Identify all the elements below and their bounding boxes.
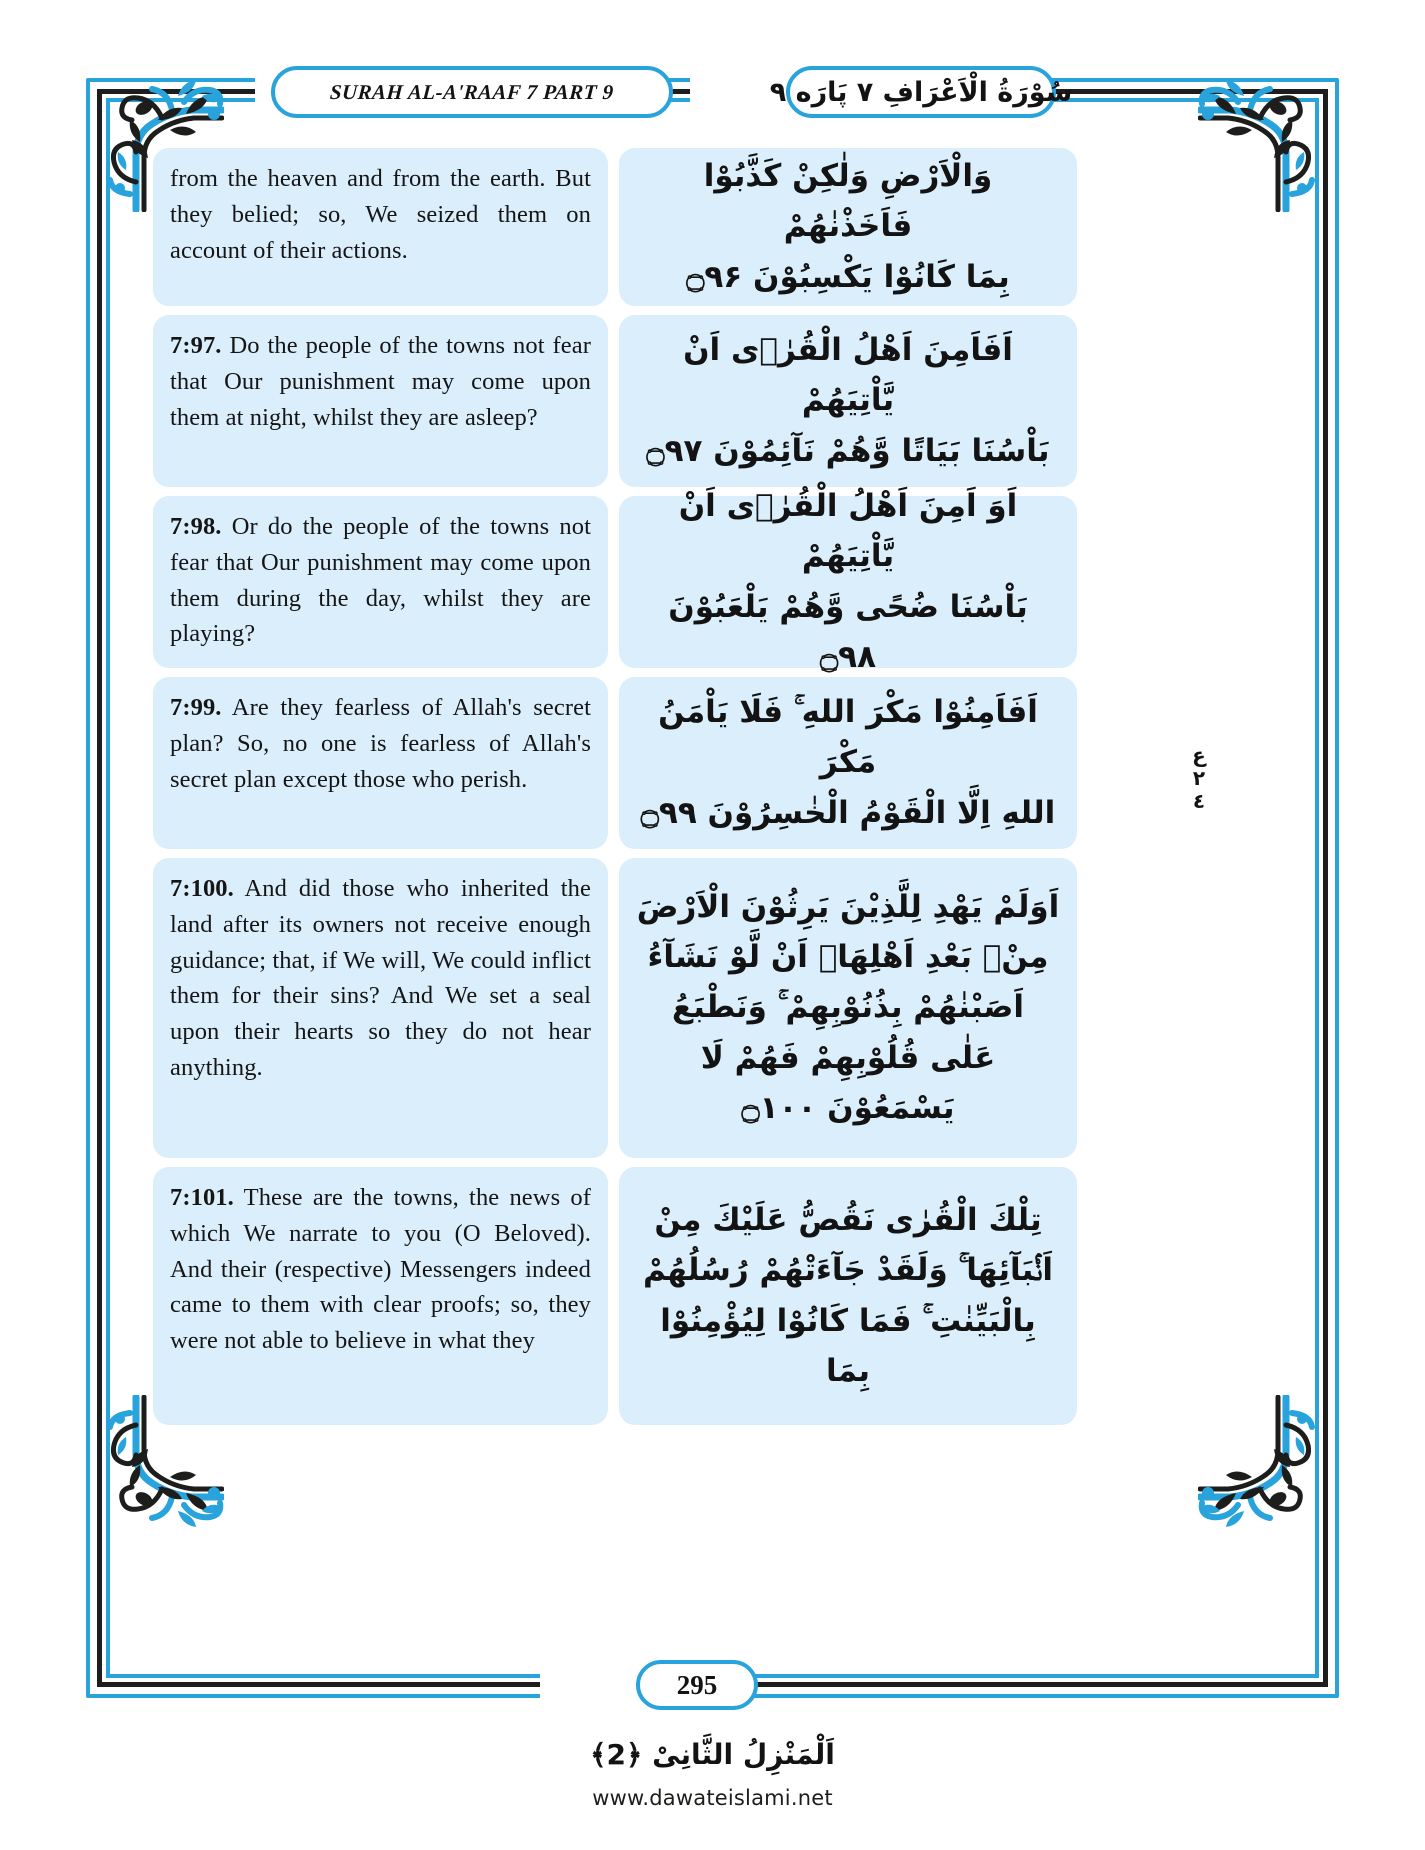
verse-number: 7:98. (170, 513, 222, 540)
arabic-line: بَاْسُنَا ضُحًى وَّهُمْ يَلْعَبُوْنَ ۝۹۸ (668, 588, 1028, 675)
arabic-line: اَفَاَمِنَ اَهْلُ الْقُرٰۤى اَنْ يَّاْتِيَهُمْ (683, 332, 1013, 419)
verse-translation-text: Do the people of the towns not fear that Our punishment may come upon them at night, whilst they are asleep? (170, 332, 591, 431)
ruku-marker (1182, 744, 1216, 814)
page-header (106, 66, 1319, 128)
verse-columns (153, 148, 1275, 1438)
arabic-line: بَاْسُنَا بَيَاتًا وَّهُمْ نَآئِمُوْنَ ۝۹۷ (646, 432, 1050, 469)
verse-translation-text: from the heaven and from the earth. But they belied; so, We seized them on account of their actions. (170, 165, 591, 264)
verse-translation-text: Or do the people of the towns not fear that Our punishment may come upon them during the day, whilst they are playing? (170, 513, 591, 648)
header-surah-capsule-right (769, 66, 1073, 118)
arabic-line: اَنْۢبَآئِهَا ۚ وَلَقَدْ جَآءَتْهُمْ رُسُلُهُمْ (643, 1252, 1053, 1289)
page-number-capsule (636, 1660, 758, 1710)
header-surah-title-english: SURAH AL-A'RAAF 7 PART 9 (329, 79, 615, 104)
page-footer (106, 1660, 1319, 1720)
arabic-line: تِلْكَ الْقُرٰى نَقُصُّ عَلَيْكَ مِنْ (654, 1202, 1042, 1239)
arabic-line: اَصَبْنٰهُمْ بِذُنُوْبِهِمْ ۚ وَنَطْبَعُ (672, 989, 1024, 1026)
arabic-line: اللهِ اِلَّا الْقَوْمُ الْخٰسِرُوْنَ ۝۹۹ (640, 794, 1056, 831)
page-number: 295 (676, 1669, 718, 1700)
translation-block (153, 1167, 608, 1425)
arabic-line: عَلٰى قُلُوْبِهِمْ فَهُمْ لَا يَسْمَعُوْنَ ۝۱۰۰ (700, 1039, 996, 1126)
website-url[interactable]: www.dawateislami.net (592, 1786, 833, 1810)
arabic-line: اَوَ اَمِنَ اَهْلُ الْقُرٰۤى اَنْ يَّاْتِيَهُمْ (678, 488, 1018, 575)
arabic-column (619, 148, 1077, 1438)
arabic-line: اَوَلَمْ يَهْدِ لِلَّذِيْنَ يَرِثُوْنَ الْاَرْضَ (636, 888, 1060, 925)
header-surah-title-arabic: سُوْرَةُ الْاَعْرَافِ ٧ پَارَه ٩ (769, 76, 1073, 108)
ruku-marker-count: ٢ (1192, 766, 1206, 791)
arabic-block (619, 488, 1077, 675)
arabic-block (619, 858, 1077, 1158)
arabic-block (619, 315, 1077, 487)
arabic-line: بِمَا كَانُوْا يَكْسِبُوْنَ ۝۹۶ (686, 258, 1010, 295)
translation-block (153, 148, 608, 306)
arabic-block (619, 148, 1077, 306)
arabic-line: اَفَاَمِنُوْا مَكْرَ اللهِ ۚ فَلَا يَاْمَنُ مَكْرَ (658, 694, 1038, 781)
translation-column (153, 148, 608, 1438)
arabic-line: بِالْبَيِّنٰتِ ۚ فَمَا كَانُوْا لِيُؤْمِنُوْا بِمَا (660, 1302, 1036, 1389)
arabic-line: مِنْۢ بَعْدِ اَهْلِهَاۤ اَنْ لَّوْ نَشَآءُ (647, 939, 1049, 976)
translation-block (153, 315, 608, 487)
verse-number: 7:100. (170, 875, 234, 902)
translation-block (153, 496, 608, 668)
ruku-marker-verses: ٤ (1192, 789, 1206, 814)
verse-number: 7:97. (170, 332, 222, 359)
arabic-line: وَالْاَرْضِ وَلٰكِنْ كَذَّبُوْا فَاَخَذْنٰهُمْ (703, 158, 993, 245)
verse-number: 7:99. (170, 694, 222, 721)
verse-translation-text: These are the towns, the news of which We narrate to you (O Beloved). And their (respective) Messengers indeed came to them with clear proofs; so, they were not able to believe in what they (170, 1184, 591, 1355)
arabic-block (619, 1167, 1077, 1425)
arabic-block (619, 677, 1077, 849)
verse-number: 7:101. (170, 1184, 234, 1211)
ruku-marker-symbol: ع (1192, 743, 1206, 767)
translation-block (153, 858, 608, 1158)
header-surah-capsule-left (271, 66, 673, 118)
manzil-label: اَلْمَنْزِلُ الثَّانِیْ ﴿2﴾ (590, 1738, 835, 1771)
translation-block (153, 677, 608, 849)
verse-translation-text: Are they fearless of Allah's secret plan? So, no one is fearless of Allah's secret plan except those who perish. (170, 694, 591, 793)
verse-translation-text: And did those who inherited the land after its owners not receive enough guidance; that, if We will, We could inflict them for their sins? And We set a seal upon their hearts so they do not hear anything. (170, 875, 591, 1081)
